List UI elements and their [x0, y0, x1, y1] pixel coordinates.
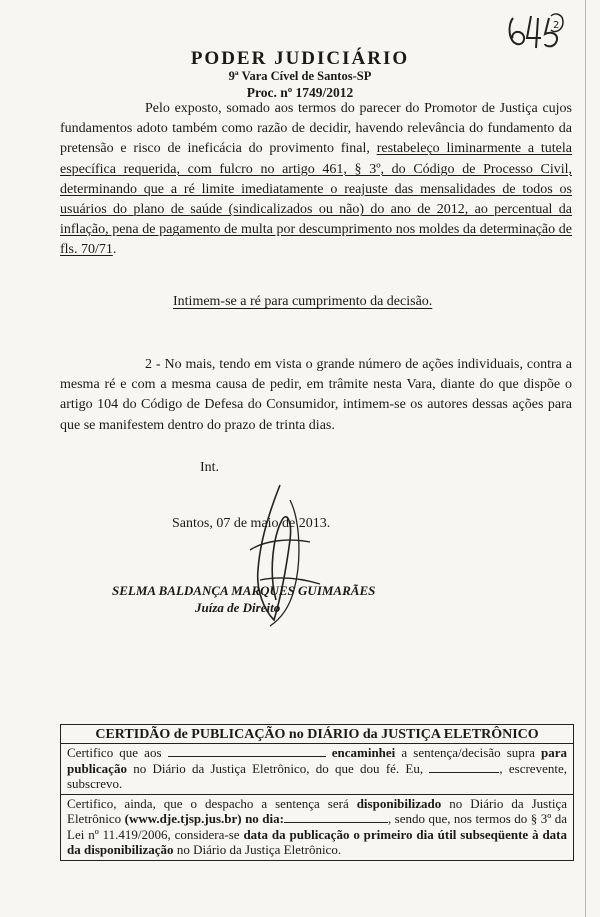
cert-s2-text-g: no Diário da Justiça Eletrônico. [173, 842, 342, 857]
availability-date-blank [284, 811, 388, 823]
date-blank [168, 745, 326, 757]
certificate-section-2 [61, 794, 573, 860]
cert-s1-text-f: , escrevente, subscrevo. [67, 760, 567, 791]
margin-line [585, 0, 586, 917]
cert-s1-text-b: encaminhei [331, 745, 396, 760]
cert-s1-text-c: a sentença/decisão supra [395, 745, 541, 760]
folio-mark: 2 [553, 20, 560, 31]
cert-s2-text-a: Certifico, ainda, que o despacho a sentença será [67, 795, 357, 811]
decision-paragraph-3: 2 - No mais, tendo em vista o grande número de ações individuais, contra a mesma ré e com a mesma causa de pedir, em trâmite nesta Vara, diante do que dispõe o artigo 104 do Código de Defesa do Consumidor, intimem-se os autores dessas ações para que se manifestem dentro do prazo de trinta dias. [60, 357, 572, 433]
court-title: PODER JUDICIÁRIO [190, 48, 410, 69]
cert-s2-text-e: , sendo que, nos termos do § 3º da Lei nº 11.419/2006, considera-se [67, 811, 567, 842]
certificate-section-1 [61, 744, 573, 794]
signing-date: Santos, 07 de maio de 2013. [172, 516, 331, 531]
document-header [0, 49, 600, 101]
cert-s1-text-e: no Diário da Justiça Eletrônico, do que dou fé. Eu, [126, 760, 430, 776]
clerk-blank [429, 761, 499, 773]
decision-paragraph-2: Intimem-se a ré para cumprimento da decisão. [173, 294, 433, 309]
process-number: Proc. nº 1749/2012 [246, 85, 354, 100]
int-abbrev: Int. [200, 460, 220, 475]
judge-role: Juíza de Direito [195, 600, 281, 615]
cert-s2-text-b: disponibilizado [356, 795, 442, 811]
cert-s2-text-d: (www.dje.tjsp.jus.br) no dia: [124, 811, 284, 826]
cert-s1-text-a: Certifico que aos [67, 745, 168, 760]
court-division: 9ª Vara Cível de Santos-SP [228, 69, 372, 83]
publication-certificate [60, 724, 574, 861]
cert-s1-text-d: para publicação [67, 745, 567, 776]
certificate-title: CERTIDÃO de PUBLICAÇÃO no DIÁRIO da JUSTIÇA ELETRÔNICO [61, 725, 573, 744]
cert-s2-text-c: no Diário da Justiça Eletrônico [67, 795, 567, 826]
judge-name: SELMA BALDANÇA MARQUES GUIMARÃES [112, 583, 376, 598]
decision-paragraph-1 [60, 99, 572, 261]
cert-s2-text-f: data da publicação o primeiro dia útil subseqüente à data da disponibilização [67, 826, 567, 857]
p1-end: . [112, 242, 117, 258]
p1-plain: Pelo exposto, somado aos termos do parecer do Promotor de Justiça cujos fundamentos adoto também como razão de decidir, havendo relevância do fundamento da pretensão e risco de ineficácia do provimento final, [60, 101, 572, 157]
p1-underlined: restabeleço liminarmente a tutela específica requerida, com fulcro no artigo 461, § 3º, do Código de Processo Civil, determinando que a ré limite imediatamente o reajuste das mensalidades de todos os usuários do plano de saúde (sindicalizados ou não) do ano de 2012, ao percentual da inflação, pena de pagamento de multa por descumprimento nos moldes da determinação de fls. 70/71 [60, 141, 572, 258]
folio-number: 645 [505, 58, 507, 59]
